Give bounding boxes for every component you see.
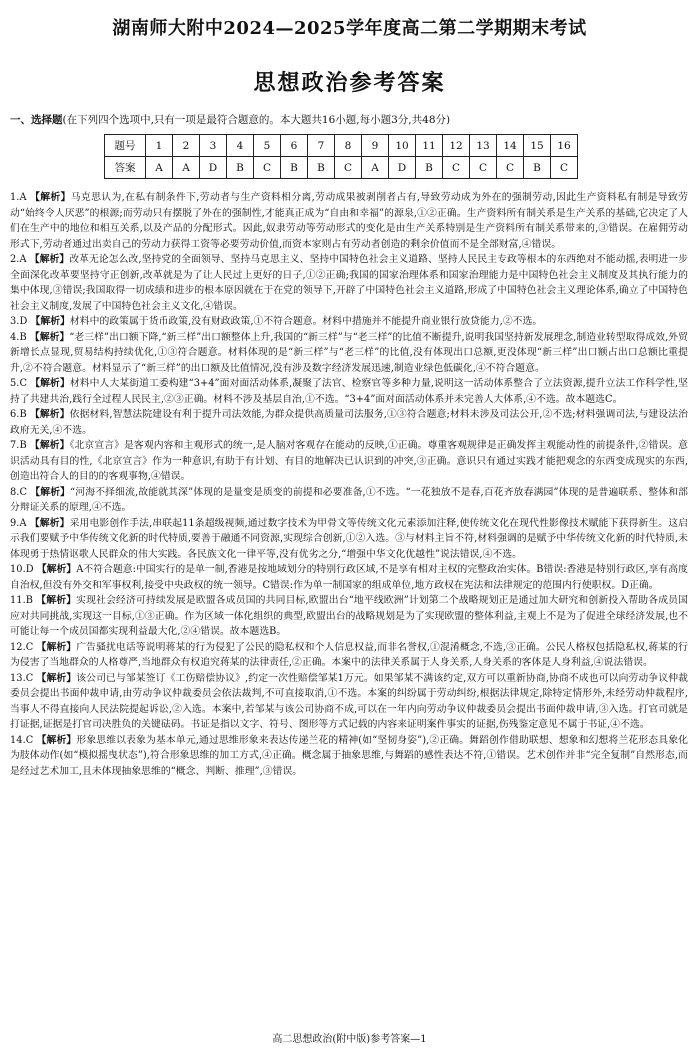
item-text: 材料中人大某街道工委构建“3+4”面对面活动体系,凝聚了法官、检察官等多种力量,说明这一活动体系整合了立法资源,提升立法工作科学性,坚持了共建共治,践行全过程人民民主,②③正确。材料不涉及基层自治,①不选。“3+4”面对面活动体系并未完善人大体系,④不选。故本题选C。: [10, 378, 689, 405]
item-text: 改革无论怎么改,坚持党的全面领导、坚持马克思主义、坚持中国特色社会主义道路、坚持人民民主专政等根本的东西绝对不能动摇,表明进一步全面深化改革要坚持守正创新,改革就是为了让人民过上更好的日子,①②正确;我国的国家治理体系和国家治理能力是中国特色社会主义制度及其执行能力的集中体现,③错误;我国取得一切成绩和进步的根本原因就在于在党的领导下,开辟了中国特色社会主义道路,形成了中国特色社会主义理论体系,确立了中国特色社会主义制度,发展了中国特色社会主义文化,④错误。: [10, 254, 688, 312]
analysis-tag: 【解析】: [29, 331, 70, 343]
explanation-item: [10, 485, 688, 516]
question-number-cell: 10: [389, 135, 416, 157]
question-number-header: 题号: [105, 135, 146, 157]
document-title: 思想政治参考答案: [253, 70, 446, 96]
item-text: 采用电影创作手法,串联起11条超级视频,通过数字技术为甲骨文等传统文化元素添加注释,使传统文化在现代性影像技术赋能下获得新生。这启示我们要赋予中华传统文化新的时代特质,要善于融通不同资源,实现综合创新,①②入选。③与材料主旨不符,材料强调的是赋予中华传统文化新的时代特质,未体现勇于热情讴歌人民群众的伟大实践。各民族文化一律平等,没有优劣之分,“增强中华文化优越性”说法错误,④不选。: [10, 517, 689, 560]
answer-cell: B: [308, 157, 335, 179]
answer-cell: A: [362, 157, 389, 179]
page-footer: 高二思想政治(附中版)参考答案—1: [272, 1034, 427, 1045]
question-number-row: [105, 135, 578, 157]
item-text: A不符合题意:中国实行的是单一制,香港是按地域划分的特别行政区域,不是享有相对主权的完整政治实体。B错误:香港是特别行政区,享有高度自治权,但没有外交和军事权利,接受中央政权的统一领导。C错误:作为单一制国家的组成单位,地方政权在宪法和法律规定的范围内行使职权。D正确。: [10, 564, 688, 591]
question-number-cell: 12: [443, 135, 470, 157]
item-prefix: 8.C: [10, 486, 27, 498]
answer-cell: B: [227, 157, 254, 179]
answer-cell: D: [389, 157, 416, 179]
analysis-tag: 【解析】: [36, 672, 77, 684]
question-number-cell: 8: [335, 135, 362, 157]
item-text: “河海不择细流,故能就其深”体现的是量变是质变的前提和必要准备,①不选。“一花独放不是春,百花齐放春满园”体现的是普遍联系、整体和部分辩证关系的原理,④不选。: [10, 486, 688, 513]
answer-cell: C: [254, 157, 281, 179]
answer-cell: C: [470, 157, 497, 179]
question-number-cell: 15: [524, 135, 551, 157]
item-prefix: 10.D: [10, 564, 34, 575]
explanation-item: [10, 407, 688, 438]
question-number-cell: 5: [254, 135, 281, 157]
item-prefix: 2.A: [10, 254, 27, 265]
analysis-tag: 【解析】: [36, 595, 77, 606]
question-number-cell: 4: [227, 135, 254, 157]
question-number-cell: 11: [416, 135, 443, 157]
answer-header: 答案: [105, 157, 146, 179]
section-instructions: (在下列四个选项中,只有一项是最符合题意的。本大题共16小题,每小题3分,共48分): [62, 114, 451, 126]
item-prefix: 9.A: [10, 517, 27, 529]
item-prefix: 7.B: [10, 440, 27, 451]
item-text: 马克思认为,在私有制条件下,劳动者与生产资料相分离,劳动成果被剥削者占有,导致劳动成为外在的强制劳动,因此生产资料私有制是导致劳动“始终令人厌恶”的根源;而劳动只有摆脱了外在的强制性,才能真正成为“自由和幸福”的源泉,①②正确。生产资料所有制关系是生产关系的基础,它决定了人们在生产中的地位和相互关系,以及产品的分配形式。因此,奴隶劳动等劳动形式的变化是由生产关系特别是生产资料所有制关系带来的,③错误。在雇佣劳动形式下,劳动者通过出卖自己的劳动力获得工资等必要劳动价值,而资本家则占有劳动者创造的剩余价值而不是全部财富,④错误。: [10, 192, 688, 250]
answer-cell: C: [443, 157, 470, 179]
item-text: 材料中的政策属于货币政策,没有财政政策,①不符合题意。材料中措施并不能提升商业银行放贷能力,②不选。: [69, 316, 543, 327]
explanation-item: [10, 438, 688, 485]
explanation-item: [10, 190, 688, 252]
analysis-tag: 【解析】: [36, 641, 77, 653]
answer-cell: A: [173, 157, 200, 179]
answer-cell: C: [497, 157, 524, 179]
answer-cell: B: [524, 157, 551, 179]
item-text: 实现社会经济可持续发展是欧盟各成员国的共同目标,欧盟出台“地平线欧洲”计划第二个战略规划正是通过加大研究和创新投入帮助各成员国应对共同挑战,实现这一目标,①③正确。作为区域一体化组织的典型,欧盟出台的战略规划是为了实现欧盟的整体利益,主观上不是为了促进全球经济发展,也不可能让每一个成员国都实现利益最大化,②④错误。故本题选B。: [10, 595, 688, 637]
explanation-item: [10, 593, 688, 640]
analysis-tag: 【解析】: [29, 440, 70, 451]
analysis-tag: 【解析】: [30, 192, 71, 203]
question-number-cell: 1: [146, 135, 173, 157]
item-text: 广告骚扰电话等说明蒋某的行为侵犯了公民的隐私权和个人信息权益,而非名誉权,①混淆概念,不选,③正确。公民人格权包括隐私权,蒋某的行为侵害了当地群众的人格尊严,当地群众有权追究蒋某的法律责任,②正确。本案中的法律关系属于人身关系,人身关系的客体是人身利益,④说法错误。: [10, 641, 688, 668]
item-text: 《北京宣言》是客观内容和主观形式的统一,是人脑对客观存在能动的反映,①正确。尊重客观规律是正确发挥主观能动性的前提条件,②错误。意识活动具有目的性,《北京宣言》作为一种意识,有助于有计划、有目的地解决已认识到的冲突,③正确。意识只有通过实践才能把观念的东西变成现实的东西,创造出符合人的目的的客观事物,④错误。: [10, 440, 688, 482]
analysis-tag: 【解析】: [30, 486, 71, 498]
explanation-item: [10, 314, 688, 330]
explanation-item: [10, 330, 688, 377]
item-prefix: 13.C: [10, 672, 34, 684]
question-number-cell: 13: [470, 135, 497, 157]
analysis-tag: 【解析】: [36, 734, 77, 746]
explanation-list: [10, 190, 688, 779]
question-number-cell: 14: [497, 135, 524, 157]
answer-cell: B: [416, 157, 443, 179]
analysis-tag: 【解析】: [29, 409, 70, 420]
analysis-tag: 【解析】: [29, 517, 70, 529]
question-number-cell: 6: [281, 135, 308, 157]
item-text: 该公司已与邹某签订《工伤赔偿协议》,约定一次性赔偿邹某1万元。如果邹某不满该约定,双方可以重新协商,协商不成也可以向劳动争议仲裁委员会提出书面仲裁申请,由劳动争议仲裁委员会依法裁判,不可直接取消,①不选。本案的纠纷属于劳动纠纷,根据法律规定,除特定情形外,未经劳动仲裁程序,当事人不得直接向人民法院提起诉讼,②入选。本案中,若邹某与该公司协商不成,可以在一年内向劳动争议仲裁委员会提出书面仲裁申请,③入选。打官司就是打证据,证据是打官司决胜负的关键砝码。书证是指以文字、符号、图形等方式记载的内容来证明案件事实的证据,伤残鉴定意见不属于书证,④不选。: [10, 672, 688, 730]
question-number-cell: 7: [308, 135, 335, 157]
answer-cell: A: [146, 157, 173, 179]
analysis-tag: 【解析】: [30, 378, 70, 389]
explanation-item: [10, 516, 688, 563]
analysis-tag: 【解析】: [36, 564, 77, 575]
item-prefix: 6.B: [10, 409, 27, 420]
section-label: 一、选择题: [10, 114, 63, 126]
explanation-item: [10, 252, 688, 314]
item-text: 依据材料,智慧法院建设有利于提升司法效能,为群众提供高质量司法服务,①③符合题意;材料未涉及司法公开,②不选;材料强调司法,与建设法治政府无关,④不选。: [10, 409, 689, 436]
explanation-item: [10, 376, 688, 407]
analysis-tag: 【解析】: [30, 316, 70, 327]
explanation-item: [10, 562, 688, 593]
answer-row: [105, 157, 578, 179]
item-prefix: 4.B: [10, 331, 27, 343]
answer-table: [104, 134, 578, 179]
explanation-item: [10, 640, 688, 671]
question-number-cell: 9: [362, 135, 389, 157]
explanation-item: [10, 733, 688, 780]
answer-cell: C: [551, 157, 578, 179]
answer-cell: C: [335, 157, 362, 179]
item-text: “老三样”出口额下降,“新三样”出口额整体上升,我国的“新三样”与“老三样”的比值不断提升,说明我国坚持新发展理念,制造业转型取得成效,外贸新增长点显现,贸易结构持续优化,①③符合题意。材料体现的是“新三样”与“老三样”的比值,没有体现出口总额,更没体现“新三样”出口额占出口总额比重提升,②不符合题意。材料显示了“新三样”的出口额及比值情况,没有涉及数字经济发展迅速,制造业绿色低碳化,④不符合题意。: [10, 331, 688, 374]
item-prefix: 14.C: [10, 734, 34, 746]
answer-cell: D: [200, 157, 227, 179]
answer-cell: B: [281, 157, 308, 179]
question-number-cell: 3: [200, 135, 227, 157]
exam-title: 湖南师大附中2024—2025学年度高二第二学期期末考试: [112, 18, 587, 39]
item-prefix: 12.C: [10, 641, 34, 653]
question-number-cell: 2: [173, 135, 200, 157]
item-prefix: 5.C: [10, 378, 27, 389]
explanation-item: [10, 671, 688, 733]
item-text: 形象思维以表象为基本单元,通过思维形象来表达传递兰花的精神(如“坚韧身姿”),②正确。舞蹈创作借助联想、想象和幻想将兰花形态具象化为肢体动作(如“模拟摇曳状态”),符合形象思维的加工方式,④正确。概念属于抽象思维,与舞蹈的感性表达不符,①错误。艺术创作并非“完全复制”自然形态,而是经过艺术加工,且未体现抽象思维的“概念、判断、推理”,③错误。: [10, 734, 689, 777]
section-heading: [10, 112, 450, 127]
item-prefix: 1.A: [10, 192, 27, 203]
item-prefix: 3.D: [10, 316, 28, 327]
question-number-cell: 16: [551, 135, 578, 157]
analysis-tag: 【解析】: [29, 254, 70, 265]
item-prefix: 11.B: [10, 595, 33, 606]
